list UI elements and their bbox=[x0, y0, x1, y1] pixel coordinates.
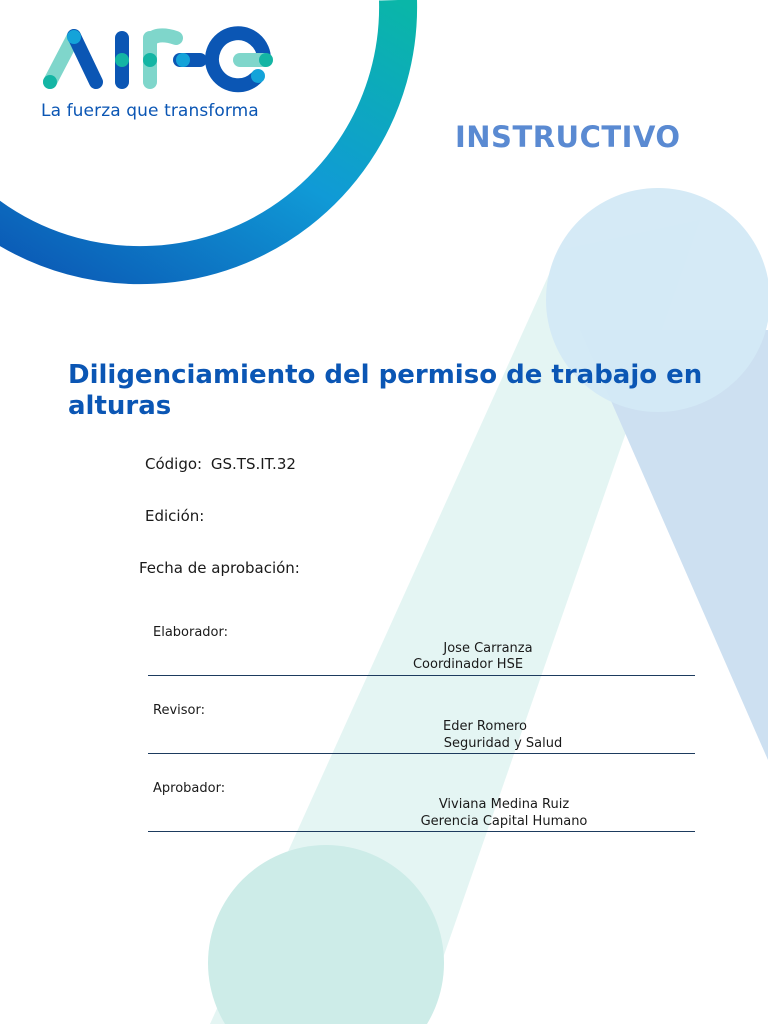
fecha-row bbox=[139, 559, 304, 577]
aprobador-title: Gerencia Capital Humano bbox=[420, 814, 588, 829]
signature-divider bbox=[148, 753, 695, 754]
codigo-value: GS.TS.IT.32 bbox=[210, 455, 296, 473]
aprobador-name: Viviana Medina Ruiz bbox=[438, 797, 570, 812]
elaborador-name: Jose Carranza bbox=[443, 641, 533, 656]
signature-divider bbox=[148, 831, 695, 832]
codigo-label: Código: bbox=[145, 455, 203, 473]
revisor-name: Eder Romero bbox=[442, 719, 528, 734]
document-type: INSTRUCTIVO bbox=[455, 120, 681, 154]
fecha-label: Fecha de aprobación: bbox=[139, 559, 300, 577]
codigo-row bbox=[145, 455, 296, 473]
signature-divider bbox=[148, 675, 695, 676]
revisor-title: Seguridad y Salud bbox=[443, 736, 563, 751]
revisor-label: Revisor: bbox=[153, 703, 205, 718]
edicion-row bbox=[145, 507, 208, 525]
document-title: Diligenciamiento del permiso de trabajo en alturas bbox=[68, 360, 703, 421]
air-e-logo bbox=[38, 26, 280, 96]
edicion-label: Edición: bbox=[145, 507, 205, 525]
aprobador-label: Aprobador: bbox=[153, 781, 226, 796]
brand-tagline: La fuerza que transforma bbox=[41, 101, 259, 121]
elaborador-label: Elaborador: bbox=[153, 625, 229, 640]
elaborador-title: Coordinador HSE bbox=[412, 657, 524, 672]
